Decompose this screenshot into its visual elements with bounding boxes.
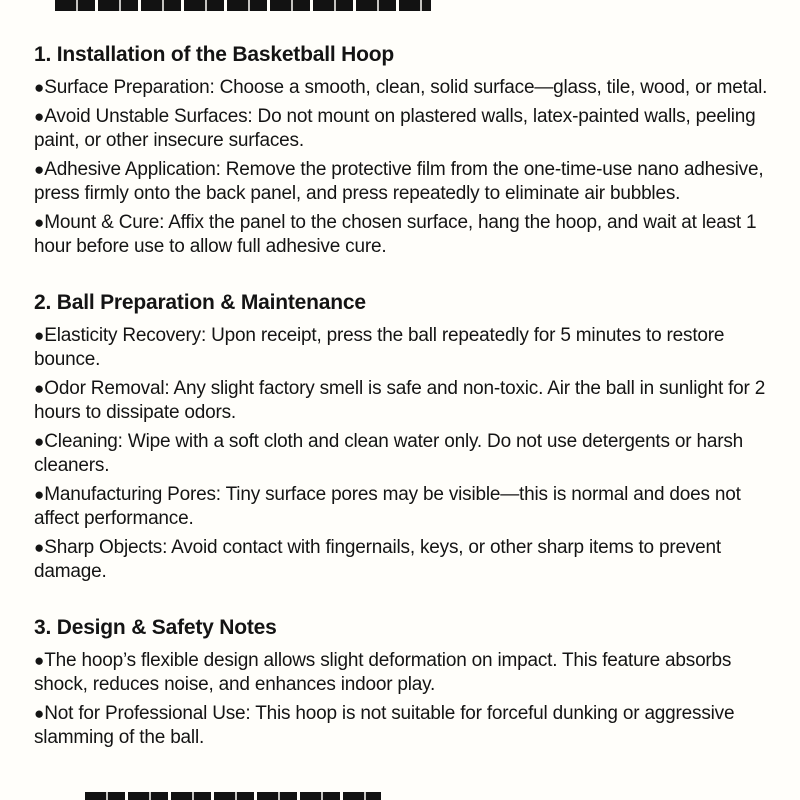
bullet-icon: ● <box>34 651 45 670</box>
bullet-icon: ● <box>34 704 45 723</box>
bullet-icon: ● <box>34 485 45 504</box>
list-item-text: Manufacturing Pores: Tiny surface pores may be visible—this is normal and does not affect performance. <box>34 484 741 529</box>
section-ball-maintenance <box>34 290 776 584</box>
bullet-icon: ● <box>34 107 45 126</box>
list-item <box>34 211 776 259</box>
bullet-icon: ● <box>34 326 45 345</box>
list-item <box>34 324 776 372</box>
list-item <box>34 105 776 153</box>
list-item-text: Adhesive Application: Remove the protective film from the one-time-use nano adhesive, press firmly onto the back panel, and press repeatedly to eliminate air bubbles. <box>34 159 764 204</box>
bullet-icon: ● <box>34 538 45 557</box>
list-item-text: Not for Professional Use: This hoop is not suitable for forceful dunking or aggressive slamming of the ball. <box>34 703 735 748</box>
list-item-text: Avoid Unstable Surfaces: Do not mount on plastered walls, latex-painted walls, peeling paint, or other insecure surfaces. <box>34 106 756 151</box>
list-item-text: Elasticity Recovery: Upon receipt, press the ball repeatedly for 5 minutes to restore bounce. <box>34 325 725 370</box>
list-item <box>34 483 776 531</box>
section-installation <box>34 42 776 259</box>
list-item-text: The hoop’s flexible design allows slight deformation on impact. This feature absorbs shock, reduces noise, and enhances indoor play. <box>34 650 732 695</box>
section-title: 3. Design & Safety Notes <box>34 616 277 639</box>
bullet-icon: ● <box>34 213 45 232</box>
list-item-text: Odor Removal: Any slight factory smell is safe and non-toxic. Air the ball in sunlight for 2 hours to dissipate odors. <box>34 378 766 423</box>
cropped-text-row-bottom <box>85 792 381 800</box>
section-title: 1. Installation of the Basketball Hoop <box>34 43 394 66</box>
list-item-text: Mount & Cure: Affix the panel to the chosen surface, hang the hoop, and wait at least 1 hour before use to allow full adhesive cure. <box>34 212 757 257</box>
list-item-text: Surface Preparation: Choose a smooth, clean, solid surface—glass, tile, wood, or metal. <box>44 77 768 98</box>
list-item <box>34 158 776 206</box>
bullet-icon: ● <box>34 379 45 398</box>
section-design-safety <box>34 615 776 750</box>
list-item <box>34 430 776 478</box>
bullet-icon: ● <box>34 78 45 97</box>
list-item <box>34 702 776 750</box>
list-item-text: Sharp Objects: Avoid contact with fingernails, keys, or other sharp items to prevent damage. <box>34 537 721 582</box>
bullet-icon: ● <box>34 160 45 179</box>
list-item <box>34 536 776 584</box>
document-content <box>34 11 776 755</box>
list-item <box>34 649 776 697</box>
section-title: 2. Ball Preparation & Maintenance <box>34 291 366 314</box>
list-item <box>34 76 776 100</box>
cropped-text-row-top <box>55 0 431 11</box>
bullet-icon: ● <box>34 432 45 451</box>
list-item-text: Cleaning: Wipe with a soft cloth and clean water only. Do not use detergents or harsh cleaners. <box>34 431 743 476</box>
list-item <box>34 377 776 425</box>
